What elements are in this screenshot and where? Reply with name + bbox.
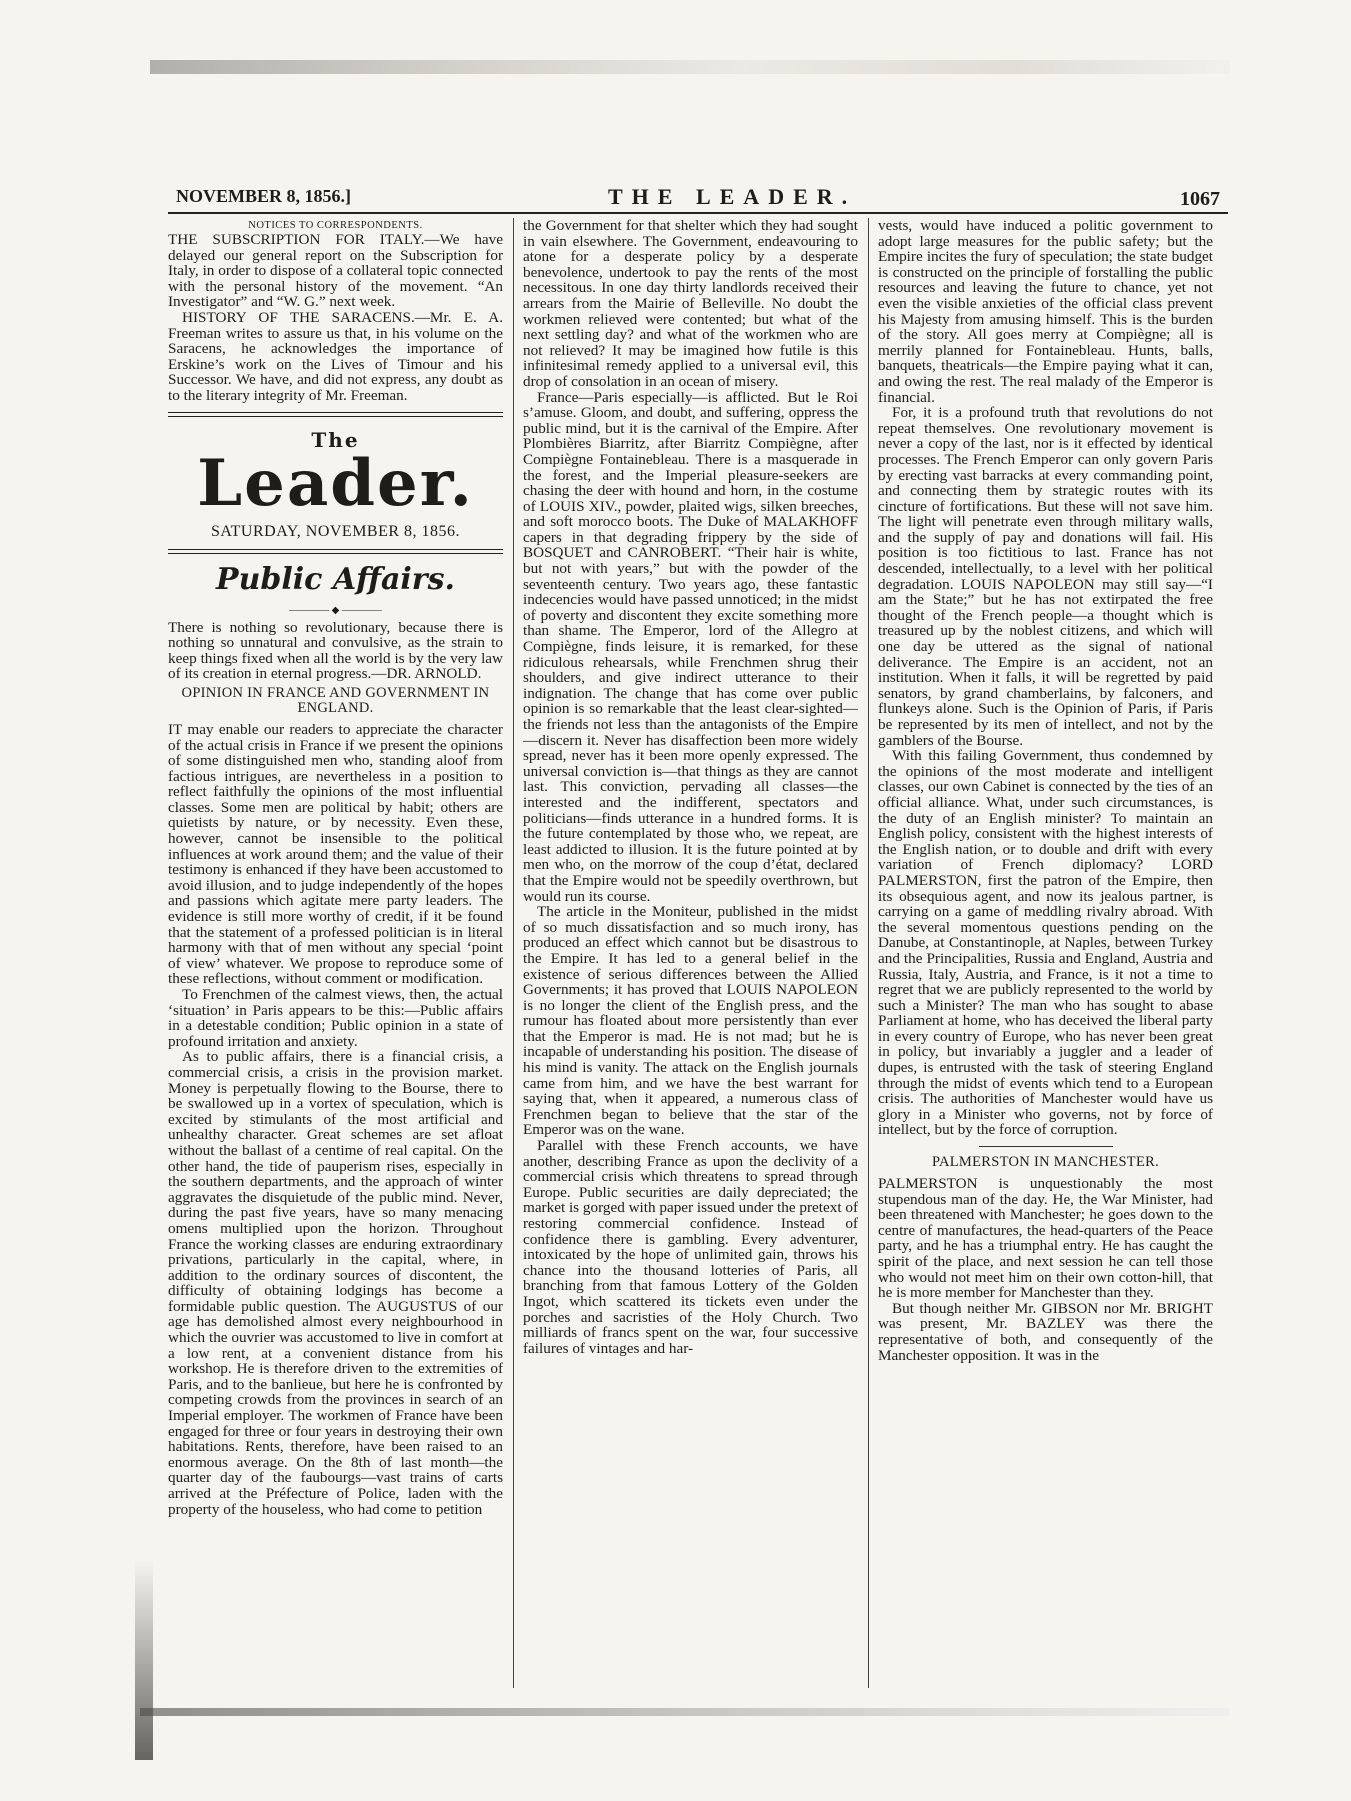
page-number: 1067 xyxy=(1180,188,1220,210)
date-line: SATURDAY, NOVEMBER 8, 1856. xyxy=(210,522,461,540)
article-title: PALMERSTON IN MANCHESTER. xyxy=(931,1154,1160,1171)
paragraph: PALMERSTON is unquestionably the most stupendous man of the day. He, the War Minister, had been threatened with Manchester; he goes down to the centre of manufactures, the head-quarters of the Peace party, and he has a triumphal entry. He has caught the spirit of the place, and next session he can tell those who would not meet him on their own cotton-hill, that he is more member for Manchester than they. xyxy=(878,1175,1213,1302)
newspaper-page xyxy=(168,184,1228,1694)
scan-edge-top xyxy=(150,60,1230,74)
issue-date: NOVEMBER 8, 1856.] xyxy=(176,186,351,206)
paragraph: The article in the Moniteur, published in the midst of so much dissatisfaction and so much irony, has produced an effect which cannot but be disastrous to the Empire. It has led to a general belief in the existence of serious differences between the Allied Governments; it has proved that LOUIS NAPOLEON is no longer the client of the English press, and the rumour has floated about more persistently than ever that the Emperor is mad. He is not mad; but he is incapable of understanding his position. The disease of his mind is vanity. The attack on the English journals came from him, and we have the best warrant for saying that, when it appeared, a numerous class of Frenchmen began to believe that the star of the Emperor was on the wane. xyxy=(523,903,858,1139)
paper-title: THE LEADER. xyxy=(608,184,857,209)
ornament-icon: ———— ◆ ———— xyxy=(289,604,382,616)
paragraph: But though neither Mr. GIBSON nor Mr. BRIGHT was present, Mr. BAZLEY was there the representative of both, and consequently of the Manchester opposition. It was in the xyxy=(878,1299,1213,1364)
notices-heading: NOTICES TO CORRESPONDENTS. xyxy=(248,220,423,231)
paragraph: vests, would have induced a politic government to adopt large measures for the public safety; but the Empire incites the fury of speculation; the state budget is constructed on the principle of forstalling the public resources and leaving the future to chance, yet not even the visible anxieties of the official class prevent his Majesty from amusing himself. This is the burden of the story. All goes merry at Compiègne; all is merrily planned for Fontainebleau. Hunts, balls, banquets, theatricals—the Empire paying what it can, and owing the rest. The real malady of the Emperor is financial. xyxy=(878,218,1213,406)
paragraph: Parallel with these French accounts, we have another, describing France as upon the declivity of a commercial crisis which threatens to spread through Europe. Public securities are daily depreciated; the market is gorged with paper issued under the pretext of restoring commercial confidence. Instead of confidence there is gambling. Every adventurer, intoxicated by the hope of unlimited gain, throws his chance into the thousand lotteries of Paris, all branching from that famous Lottery of the Golden Ingot, which scattered its tickets even under the porches and sacristies of the Holy Church. Two milliards of francs spent on the war, four successive failures of vintages and har- xyxy=(523,1137,858,1357)
paragraph: With this failing Government, thus condemned by the opinions of the most moderate and intelligent classes, our own Cabinet is connected by the ties of an official alliance. What, under such circumstances, is the duty of an English minister? To maintain an English policy, consistent with the highest interests of the English nation, or to double and drift with every variation of French diplomacy? LORD PALMERSTON, first the patron of the Empire, then its obsequious agent, and now its jealous partner, is carrying on a game of meddling rivalry abroad. With the several momentous questions pending on the Danube, at Constantinople, at Naples, between Turkey and the Principalities, Russia and England, Austria and Russia, Italy, Austria, and France, is it not a time to regret that we are publicly represented to the world by such a Minister? The man who has sought to abase Parliament at home, who has deceived the liberal party in every country of Europe, who has never been great in policy, but invariably a juggler and a leader of dupes, is entrusted with the task of steering England through the midst of events which tend to a European crisis. The authorities of Manchester would have us glory in a Minister who governs, not by force of intellect, but by the force of corruption. xyxy=(878,747,1213,1139)
paragraph: To Frenchmen of the calmest views, then, the actual ‘situation’ in Paris appears to be this:—Public affairs in a detestable condition; Public opinion in a state of profound irritation and anxiety. xyxy=(168,986,503,1050)
column-rule xyxy=(868,218,869,1688)
section-heading: Public Affairs. xyxy=(216,561,455,597)
running-head xyxy=(168,184,1228,214)
notice-item: THE SUBSCRIPTION FOR ITALY.—We have delayed our general report on the Subscription for Italy, in order to dispose of a collateral topic connected with the personal history of the movement. “An Investigator” and “W. G.” next week. xyxy=(168,231,503,311)
column-rule xyxy=(513,218,514,1688)
header-rule xyxy=(168,212,1228,214)
masthead-the: The xyxy=(311,427,360,452)
paragraph: For, it is a profound truth that revolutions do not repeat themselves. One revolutionary movement is never a copy of the last, nor is it effected by identical processes. The French Emperor can only govern Paris by erecting vast barracks at every commanding point, and connecting them by strategic routes with its cincture of fortifications. But these will not save him. The light will penetrate even through military walls, and the supply of pay and donations will fail. His position is too fictitious to last. France has not descended, intellectually, to a level with her political degradation. LOUIS NAPOLEON may still say—“I am the State;” but he has not extirpated the free thought of the French people—a thought which is treasured up by the noblest citizens, and which will one day be uttered as the signal of national deliverance. The Empire is an accident, not an institution. When it falls, it will be regretted by paid senators, by grand chamberlains, by falconers, and flunkeys alone. Such is the Opinion of Paris, if Paris be represented by its men of intellect, and not by the gamblers of the Bourse. xyxy=(878,404,1213,749)
column-2 xyxy=(523,218,858,1688)
masthead xyxy=(168,427,503,521)
notice-item: HISTORY OF THE SARACENS.—Mr. E. A. Freeman writes to assure us that, in his volume on the Saracens, he acknowledges the importance of Erskine’s work on the Lives of Timour and his Successor. We have, and did not express, any doubt as to the literary integrity of Mr. Freeman. xyxy=(168,308,503,404)
section-rule xyxy=(979,1146,1113,1147)
paragraph: the Government for that shelter which they had sought in vain elsewhere. The Government, endeavouring to atone for a desperate policy by a desperate benevolence, undertook to pay the rents of the most necessitous. In one day thirty landlords received their arrears from the Mairie of Belleville. No doubt the workmen relieved were contented; but what of the next settling day? and what of the workmen who are not relieved? It may be imagined how futile is this infinitesimal remedy applied to a universal evil, this drop of consolation in an ocean of misery. xyxy=(523,218,858,390)
paragraph: IT may enable our readers to appreciate the character of the actual crisis in France if we present the opinions of some distinguished men who, standing aloof from factious intrigues, are nevertheless in a position to reflect faithfully the opinions of the most influential classes. Some men are political by habit; others are quietists by nature, or by necessity. Even these, however, cannot be insensible to the political influences at work around them; and the value of their testimony is enhanced if they have been accustomed to avoid illusion, and to judge independently of the hopes and passions which agitate mere party leaders. The evidence is still more worthy of credit, if it be found that the statement of a professed politician is in literal harmony with that of men without any special ‘point of view’ whatever. We propose to reproduce some of these reflections, without comment or modification. xyxy=(168,720,503,988)
paragraph: France—Paris especially—is afflicted. But le Roi s’amuse. Gloom, and doubt, and suffering, oppress the public mind, but it is the carnival of the Empire. After Plombières Biarritz, after Biarritz Compiègne, after Compiègne Fontainebleau. There is a masquerade in the forest, and the Imperial pleasure-seekers are chasing the deer with hound and horn, in the costume of LOUIS XIV., powder, plaited wigs, silken breeches, and soft morocco boots. The Duke of MALAKHOFF capers in that degrading frippery by the side of BOSQUET and CANROBERT. “Their hair is white, but not with years,” but with the powder of the seventeenth century. Two years ago, these fantastic indecencies would have passed unnoticed; in the midst of poverty and discontent they excite something more than shame. The Emperor, lord of the Allegro at Compiègne, finds leisure, it is remarked, for these ridiculous rehearsals, while Frenchmen shrug their shoulders, and give indirect utterance to their indignation. The change that has come over public opinion is so remarkable that the least clear-sighted—the friends not less than the antagonists of the Empire—discern it. Never has disaffection been more widely spread, never has it been more openly expressed. The universal conviction is—that things as they are cannot last. This conviction, pervading all classes—the interested and the indifferent, spectators and politicians—finds utterance in a hundred forms. It is the future contemplated by those who, we repeat, are least addicted to illusion. It is the future pointed at by men who, on the morrow of the coup d’état, declared that the Empire would not be speedily overthrown, but would run its course. xyxy=(523,388,858,905)
scan-edge-left xyxy=(135,1560,153,1760)
double-rule xyxy=(168,412,503,417)
motto: There is nothing so revolutionary, because there is nothing so unnatural and convulsive, as the strain to keep things fixed when all the world is by the very law of its creation in eternal progress.—DR. ARNOLD. xyxy=(168,618,503,683)
double-rule xyxy=(168,549,503,554)
column-3 xyxy=(878,218,1213,1688)
scan-edge-bottom xyxy=(140,1708,1230,1716)
paragraph: As to public affairs, there is a financial crisis, a commercial crisis, a crisis in the provision market. Money is perpetually flowing to the Bourse, there to be swallowed up in a vortex of speculation, which is excited by stimulants of the most artificial and unhealthy character. Great schemes are set afloat without the ballast of a centime of real capital. On the other hand, the tide of pauperism rises, especially in the southern departments, and the approach of winter aggravates the disquietude of the public mind. Never, during the past five years, have so many menacing omens multiplied upon the horizon. Throughout France the working classes are enduring extraordinary privations, particularly in the capital, where, in addition to the ordinary sources of discontent, the difficulty of obtaining lodgings has become a formidable public question. The AUGUSTUS of our age has demolished almost every neighbourhood in which the ouvrier was accustomed to live in comfort at a low rent, at a convenient distance from his workshop. He is therefore driven to the extremities of Paris, and to the banlieue, but here he is confronted by competing crowds from the provinces in search of an Imperial employer. The workmen of France have been engaged for three or four years in destroying their own habitations. Rents, therefore, have been raised to an enormous average. On the 8th of last month—the quarter day of the faubourgs—vast trains of carts arrived at the Préfecture of Police, laden with the property of the houseless, who had come to petition xyxy=(168,1048,503,1518)
column-1 xyxy=(168,218,503,1688)
article-title: OPINION IN FRANCE AND GOVERNMENT IN ENGLAND. xyxy=(181,684,490,716)
masthead-name: Leader. xyxy=(197,445,474,521)
